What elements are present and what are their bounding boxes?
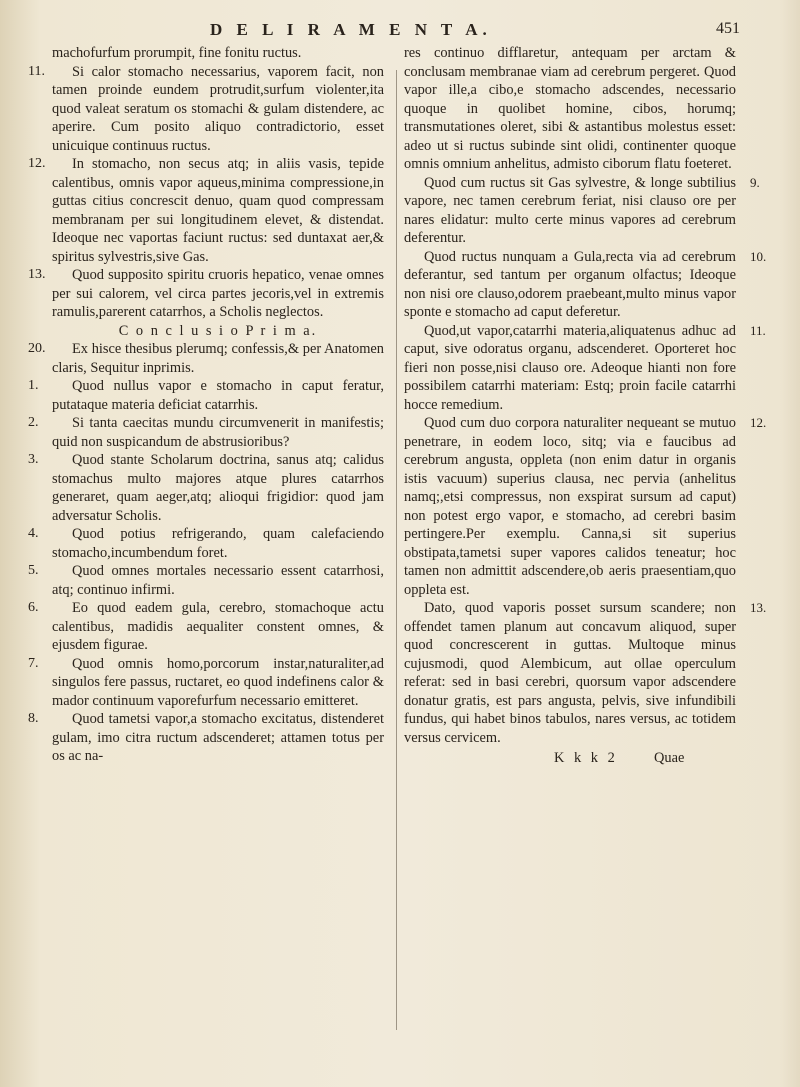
paragraph <box>28 451 384 525</box>
paragraph <box>404 322 766 415</box>
paragraph-text: Ex hisce thesibus plerumq; confessis,& per Anatomen claris, Sequitur inprimis. <box>52 341 384 376</box>
paragraph <box>28 44 384 63</box>
paragraph-text: res continuo difflaretur, antequam per arctam & conclusam membranae viam ad cerebrum pergeret. Quod vapor ille,a cibo,e stomacho adscendes, necessario quoque in quolibet homine, cibos, horumq; transmutationes oleret, sibi & astantibus molestus esset: adeo ut si ructus subinde sint olidi, continenter quoque omnis omnium anhelitus, admisto ciborum flatu foeteret. <box>404 45 736 172</box>
paragraph <box>28 340 384 377</box>
paragraph-number: 3. <box>28 452 39 467</box>
paragraph-number: 13. <box>750 600 767 615</box>
paragraph <box>28 655 384 711</box>
paragraph <box>28 525 384 562</box>
paragraph-number: 10. <box>750 248 767 264</box>
paragraph <box>404 599 767 747</box>
paragraph <box>28 710 384 766</box>
paragraph-text: Quod cum duo corpora naturaliter nequeant se mutuo penetrare, in eodem loco, sitq; via e faucibus ad cerebrum angusta, oppleta (non enim datur in organis istis vacuum) superius clausa, nec pervia (anhelitus namq;,etsi compressus, non exspirat sursum ad caput) non potest ergo vapor, e stomacho, ad cerebri basim pertingere.Per exemplu. Canna,si sit superius obstipata,tametsi super vapores calidos teneatur; hoc tamen non admittit adscendere,ob aeris praesentiam,quo oppleta est. <box>404 415 736 598</box>
paragraph-text: Quod tametsi vapor,a stomacho excitatus, distenderet gulam, imo citra ructum adscenderet; attamen totus per os ac na- <box>52 711 384 764</box>
paragraph-text: Si tanta caecitas mundu circumvenerit in manifestis; quid non suspicandum de abstrusioribus? <box>52 415 384 450</box>
column-divider <box>396 70 397 1030</box>
left-column <box>28 44 384 766</box>
running-title: D E L I R A M E N T A. <box>210 20 492 39</box>
paragraph <box>28 414 384 451</box>
paragraph <box>404 174 760 248</box>
paragraph <box>404 248 767 322</box>
paragraph-text: Quod,ut vapor,catarrhi materia,aliquatenus adhuc ad caput, sive odoratus organu, adscenderet. Oporteret hoc fieri non posse,nisi clauso ore. Adeoque hianti non fore possibilem catarrhi materiam: Estq; proin facile catarrhi hocce remedium. <box>404 322 736 413</box>
paragraph <box>28 266 384 322</box>
paragraph-text: machofurfum prorumpit, fine fonitu ructus. <box>52 45 302 61</box>
paragraph-text: Quod stante Scholarum doctrina, sanus atq; calidus stomachus multo majores atque plures catarrhos generaret, quam aeger,atq; alioqui frigidior: quod jam adversatur Scholis. <box>52 452 384 524</box>
paragraph <box>28 599 384 655</box>
paragraph-number: 6. <box>28 600 39 615</box>
paragraph <box>28 322 384 341</box>
paragraph-text: Eo quod eadem gula, cerebro, stomachoque actu calentibus, madidis aequaliter constent omnes, & ejusdem figurae. <box>52 600 384 653</box>
page-footer <box>404 749 744 767</box>
paragraph-text: Quod ructus nunquam a Gula,recta via ad cerebrum deferantur, sed tantum per organum olfactus; Ideoque non nisi ore clauso,odorem praebeant,multo minus vapor sponte e stomacho ad caput deferetur. <box>404 248 736 320</box>
paragraph-number: 7. <box>28 655 39 671</box>
paragraph-text: Dato, quod vaporis posset sursum scandere; non offendet tamen planum aut concavum aliquod, super quod concrescerent in guttas. Multoque minus cujusmodi, quod Alembicum, aut ollae operculum referat: sed in basi cerebri, quorsum vapor adscendere donatur gratis, est pars angusta, pelvis, sive infundibili fundus, qui habet binos tabulos, nares versus, ac totidem versus cervicem. <box>404 600 736 746</box>
paragraph-text: Quod cum ructus sit Gas sylvestre, & longe subtilius vapore, nec tamen cerebrum feriat, nisi clauso ore per nares elidatur: multo certe minus vapores ad cerebrum deferentur. <box>404 174 736 246</box>
paragraph-number: 12. <box>750 415 767 430</box>
paragraph-text: Quod omnes mortales necessario essent catarrhosi, atq; continuo infirmi. <box>52 563 384 598</box>
paragraph-text: Quod potius refrigerando, quam calefaciendo stomacho,incumbendum foret. <box>52 526 384 561</box>
paragraph-text: In stomacho, non secus atq; in aliis vasis, tepide calentibus, omnis vapor aqueus,minima compressione,in guttas citius concrescit denuo, quam quod compressam membranam per sui longitudinem elevet, & distendat. Ideoque nec vaportas faciunt ructus: sed duntaxat aer,& spiritus sylvestris,sive Gas. <box>52 156 384 265</box>
paragraph-text: Quod nullus vapor e stomacho in caput feratur, putataque materia deficiat catarrhis. <box>52 378 384 413</box>
paragraph <box>28 155 384 266</box>
paragraph-number: 13. <box>28 267 46 282</box>
page-number: 451 <box>716 20 740 37</box>
paragraph-number: 11. <box>28 63 45 79</box>
paragraph <box>28 562 384 599</box>
page-header <box>210 20 740 44</box>
paragraph-number: 5. <box>28 563 39 578</box>
paragraph-number: 1. <box>28 378 39 393</box>
paragraph-text: Quod omnis homo,porcorum instar,naturaliter,ad singulos fere passus, ructaret, eo quod indefinens calor & mador continuum vaporefurfum necessario emitteret. <box>52 655 384 709</box>
right-column <box>404 44 767 767</box>
paragraph <box>404 44 744 174</box>
paragraph-number: 8. <box>28 711 39 726</box>
signature-mark: K k k 2 <box>554 750 618 766</box>
paragraph-number: 9. <box>750 174 760 190</box>
paragraph-number: 20. <box>28 341 46 356</box>
paragraph-number: 11. <box>750 322 766 338</box>
paragraph-number: 4. <box>28 526 39 541</box>
paragraph-number: 12. <box>28 156 46 171</box>
paragraph <box>404 414 767 599</box>
catchword: Quae <box>654 750 685 766</box>
paragraph-text: Quod supposito spiritu cruoris hepatico, venae omnes per sui calorem, vel circa partes jecoris,vel in extremis ramulis,parerent catarrhos, a Scholis neglectos. <box>52 267 384 320</box>
paragraph-text: Si calor stomacho necessarius, vaporem facit, non tamen proinde eundem protrudit,surfum violenter,ita quod valeat seratum os stomachi & gulam distendere, ac aperire. Cum posito aliquo contradictorio, esset unicuique continuus ructus. <box>52 63 384 154</box>
paragraph-number: 2. <box>28 415 39 430</box>
paragraph <box>28 377 384 414</box>
section-heading: C o n c l u s i o P r i m a. <box>118 322 318 339</box>
paragraph <box>28 63 384 156</box>
